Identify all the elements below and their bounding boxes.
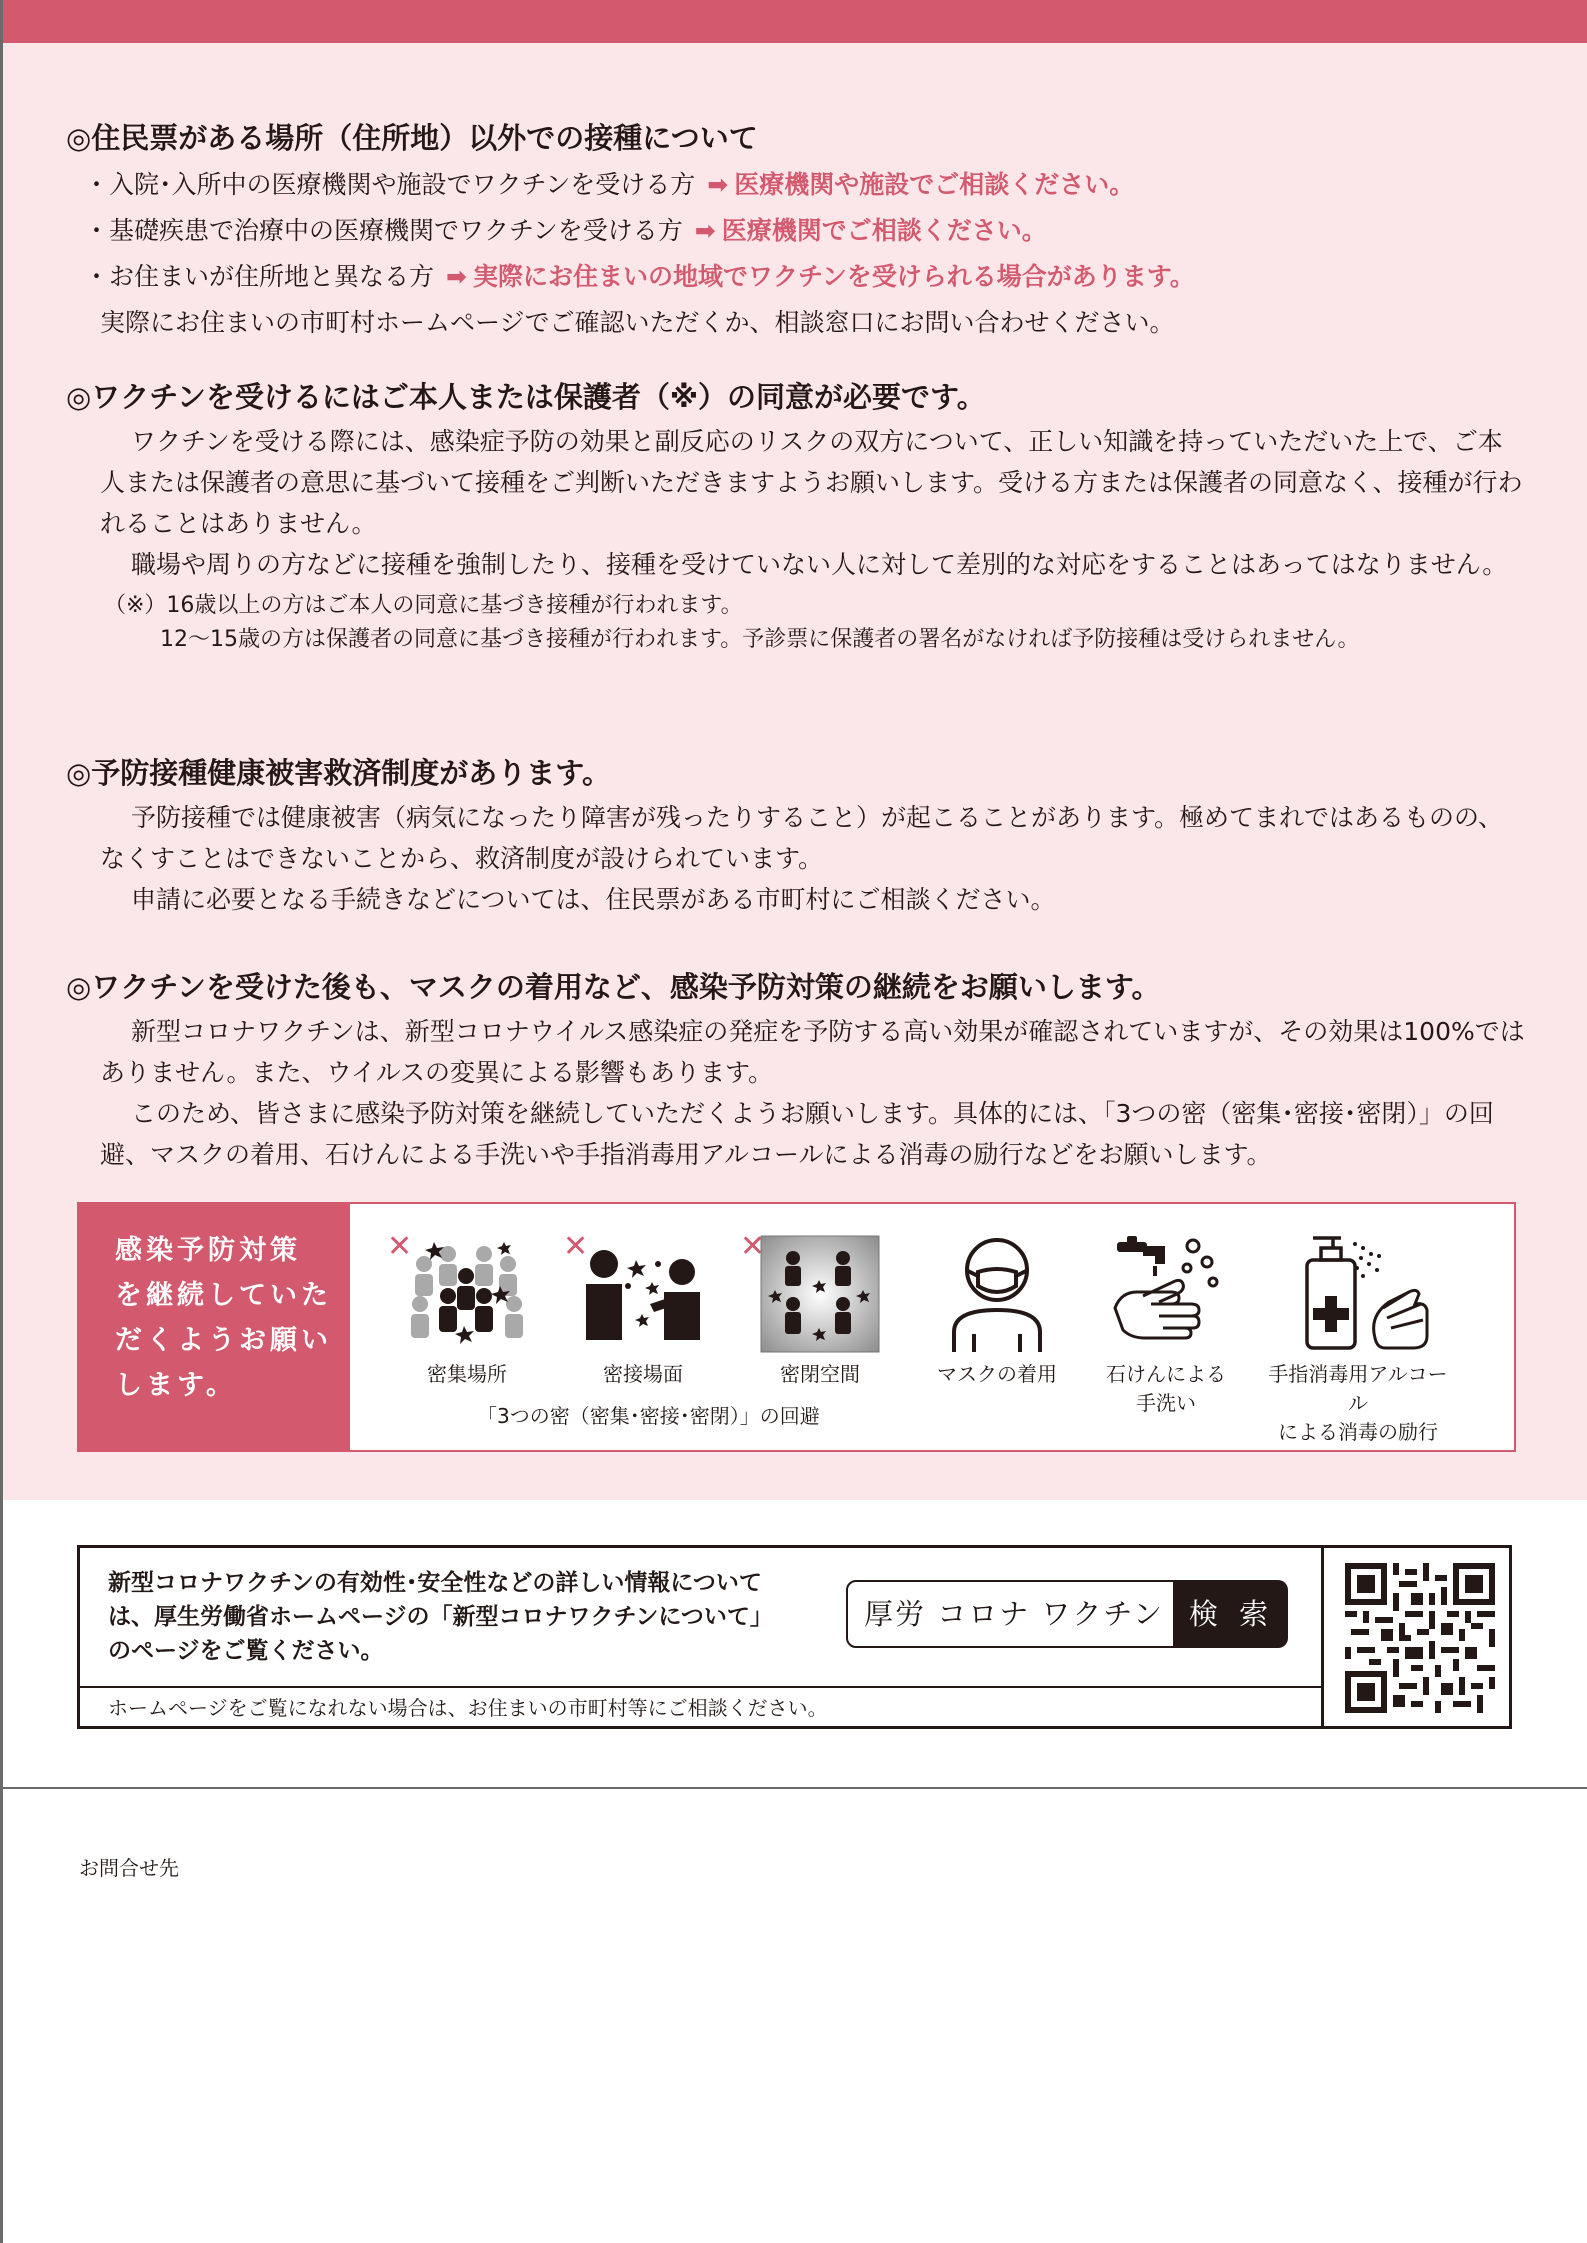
info-footer: ホームページをご覧になれない場合は、お住まいの市町村等にご相談ください。 bbox=[108, 1696, 828, 1720]
avoid-x-icon: ✕ bbox=[387, 1229, 413, 1264]
closed-space-item bbox=[740, 1229, 900, 1389]
divider bbox=[80, 1686, 1321, 1688]
paragraph: 新型コロナワクチンは、新型コロナウイルス感染症の発症を予防する高い効果が確認されていますが、その効果は100%ではありません。また、ウイルスの変異による影響もあります。 bbox=[100, 1017, 1525, 1087]
paragraph: 予防接種では健康被害（病気になったり障害が残ったりすること）が起こることがあります。極めてまれではあるものの、なくすことはできないことから、救済制度が設けられています。 bbox=[100, 803, 1504, 873]
arrow-right-icon: ➡ bbox=[707, 170, 729, 199]
footnote: （※）16歳以上の方はご本人の同意に基づき接種が行われます。 bbox=[104, 593, 743, 618]
search-input[interactable]: 厚労 コロナ ワクチン bbox=[846, 1580, 1175, 1648]
divider bbox=[0, 1787, 1587, 1789]
prevention-tag bbox=[79, 1204, 350, 1450]
list-item bbox=[66, 208, 1526, 254]
icon-label: 石けんによる 手洗い bbox=[1106, 1362, 1226, 1415]
info-text bbox=[108, 1566, 773, 1668]
section-relief-system bbox=[66, 751, 1526, 920]
item-text: ・入院･入所中の医療機関や施設でワクチンを受ける方 bbox=[84, 170, 696, 199]
sanitizer-icon bbox=[1283, 1234, 1433, 1354]
closed-space-icon bbox=[757, 1234, 883, 1354]
qr-code-icon[interactable] bbox=[1345, 1563, 1495, 1713]
section-heading: ◎住民票がある場所（住所地）以外での接種について bbox=[66, 121, 758, 155]
item-highlight: 実際にお住まいの地域でワクチンを受けられる場合があります。 bbox=[472, 262, 1195, 291]
crowd-item bbox=[387, 1229, 547, 1389]
paragraph: 申請に必要となる手続きなどについては、住民票がある市町村にご相談ください。 bbox=[131, 885, 1056, 914]
item-highlight: 医療機関でご相談ください。 bbox=[721, 216, 1047, 245]
three-c-caption: 「3つの密（密集･密接･密閉）」の回避 bbox=[477, 1404, 820, 1428]
section-heading: ◎予防接種健康被害救済制度があります。 bbox=[66, 756, 611, 790]
icon-label: 密閉空間 bbox=[780, 1362, 860, 1386]
handwash-icon bbox=[1103, 1234, 1229, 1354]
tag-line: だくようお願い bbox=[115, 1325, 332, 1356]
info-line: のページをご覧ください。 bbox=[108, 1638, 384, 1664]
item-highlight: 医療機関や施設でご相談ください。 bbox=[734, 170, 1135, 199]
tag-line: 感染予防対策 bbox=[115, 1235, 301, 1266]
avoid-x-icon: ✕ bbox=[740, 1229, 766, 1264]
crowd-icon bbox=[404, 1234, 530, 1354]
avoid-x-icon: ✕ bbox=[563, 1229, 589, 1264]
mask-icon bbox=[934, 1234, 1060, 1354]
close-contact-item bbox=[563, 1229, 723, 1389]
section-residence bbox=[66, 116, 1526, 346]
icon-label: 手指消毒用アルコール による消毒の励行 bbox=[1268, 1362, 1448, 1444]
icon-label: マスクの着用 bbox=[937, 1362, 1057, 1386]
tag-line: を継続していた bbox=[115, 1280, 332, 1311]
search-button[interactable]: 検 索 bbox=[1175, 1580, 1288, 1648]
arrow-right-icon: ➡ bbox=[446, 262, 467, 291]
arrow-right-icon: ➡ bbox=[694, 216, 716, 245]
section-heading: ◎ワクチンを受けるにはご本人または保護者（※）の同意が必要です。 bbox=[66, 380, 986, 414]
info-line: は、厚生労働省ホームページの「新型コロナワクチンについて」 bbox=[108, 1604, 773, 1630]
section-consent bbox=[66, 375, 1526, 657]
icon-label: 密集場所 bbox=[427, 1362, 507, 1386]
divider bbox=[1321, 1548, 1324, 1726]
info-line: 新型コロナワクチンの有効性･安全性などの詳しい情報について bbox=[108, 1570, 762, 1596]
mhlw-info-box bbox=[77, 1545, 1512, 1729]
paragraph: ワクチンを受ける際には、感染症予防の効果と副反応のリスクの双方について、正しい知識を持っていただいた上で、ご本人または保護者の意思に基づいて接種をご判断いただきますようお願いします。受ける方または保護者の同意なく、接種が行われることはありません。 bbox=[100, 427, 1523, 538]
paragraph: 職場や周りの方などに接種を強制したり、接種を受けていない人に対して差別的な対応をすることはあってはなりません。 bbox=[131, 550, 1508, 579]
item-text: ・基礎疾患で治療中の医療機関でワクチンを受ける方 bbox=[84, 216, 683, 245]
footnote: 12〜15歳の方は保護者の同意に基づき接種が行われます。予診票に保護者の署名がなければ予防接種は受けられません。 bbox=[160, 627, 1360, 652]
prevention-measures-box bbox=[77, 1202, 1516, 1452]
page-edge bbox=[0, 0, 3, 2243]
mask-item bbox=[917, 1234, 1077, 1389]
contact-label: お問合せ先 bbox=[79, 1856, 179, 1880]
handwash-item bbox=[1086, 1234, 1246, 1418]
section-note: 実際にお住まいの市町村ホームページでご確認いただくか、相談窓口にお問い合わせください。 bbox=[100, 308, 1175, 337]
top-color-band bbox=[0, 0, 1587, 43]
section-heading: ◎ワクチンを受けた後も、マスクの着用など、感染予防対策の継続をお願いします。 bbox=[66, 970, 1161, 1004]
section-continue-prevention bbox=[66, 965, 1526, 1175]
close-contact-icon bbox=[580, 1234, 706, 1354]
list-item bbox=[66, 254, 1526, 300]
paragraph: このため、皆さまに感染予防対策を継続していただくようお願いします。具体的には、「3つの密（密集･密接･密閉）」の回避、マスクの着用、石けんによる手洗いや手指消毒用アルコールによる消毒の励行などをお願いします。 bbox=[100, 1099, 1494, 1169]
list-item bbox=[66, 162, 1526, 208]
sanitizer-item bbox=[1260, 1234, 1456, 1447]
item-text: ・お住まいが住所地と異なる方 bbox=[84, 262, 435, 291]
icon-label: 密接場面 bbox=[603, 1362, 683, 1386]
tag-line: します。 bbox=[115, 1370, 237, 1401]
